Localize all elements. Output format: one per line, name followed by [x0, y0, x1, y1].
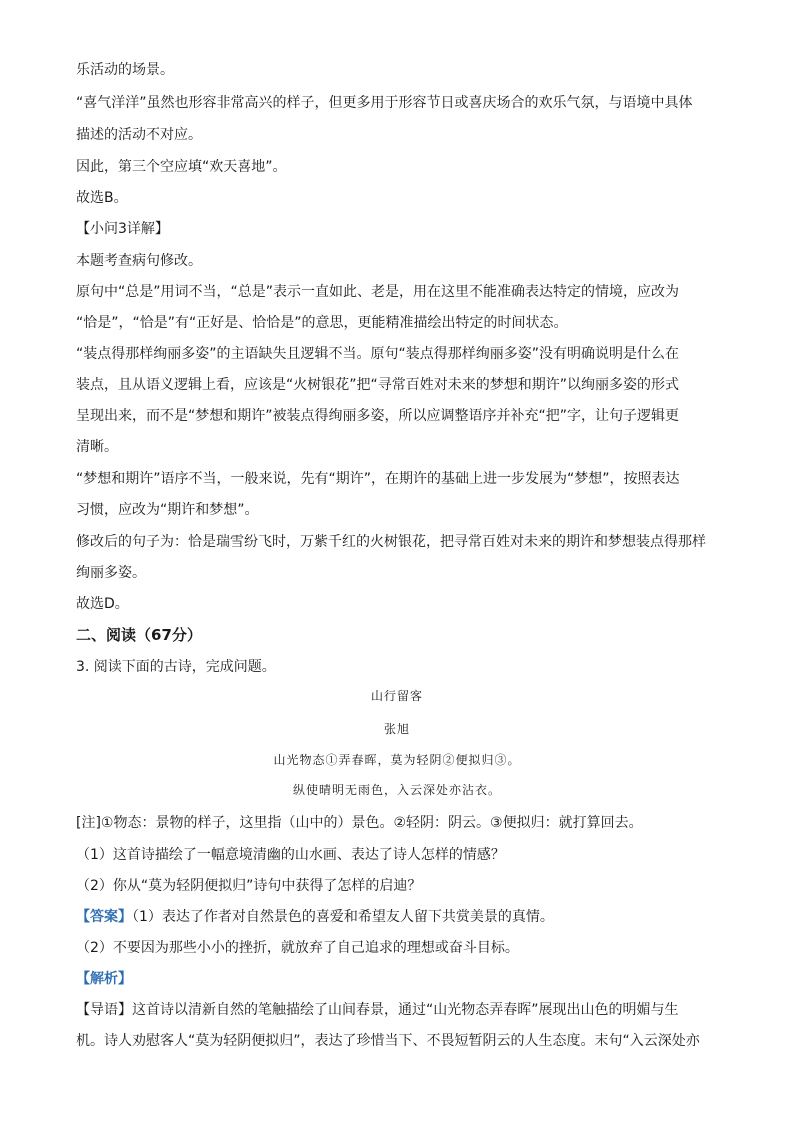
text-line: “喜气洋洋”虽然也形容非常高兴的样子，但更多用于形容节日或喜庆场合的欢乐气氛，与语境中具体: [76, 95, 693, 111]
text-line: 本题考查病句修改。: [76, 253, 202, 269]
answer-2: （2）不要因为那些小小的挫折，就放弃了自己追求的理想或奋斗目标。: [76, 940, 519, 956]
text-line: “恰是”，“恰是”有“正好是、恰恰是”的意思，更能精准描绘出特定的时间状态。: [76, 315, 568, 331]
text-line: “装点得那样绚丽多姿”的主语缺失且逻辑不当。原句“装点得那样绚丽多姿”没有明确说明是什么在: [76, 346, 680, 362]
text-line: 装点，且从语义逻辑上看，应该是“火树银花”把“寻常百姓对未来的梦想和期许”以绚丽多姿的形式: [76, 377, 680, 393]
guide-line-1: 【导语】这首诗以清新自然的笔触描绘了山间春景，通过“山光物态弄春晖”展现出山色的明媚与生: [76, 1002, 679, 1018]
text-line: 乐活动的场景。: [76, 62, 174, 78]
text-line: “梦想和期许”语序不当，一般来说，先有“期许”，在期许的基础上进一步发展为“梦想”，按照表达: [76, 471, 680, 487]
text-line: 因此，第三个空应填“欢天喜地”。: [76, 159, 287, 175]
text-line: 描述的活动不对应。: [76, 127, 202, 143]
poem-note: [注]①物态：景物的样子，这里指（山中的）景色。②轻阴：阴云。③便拟归：就打算回去。: [76, 815, 643, 831]
text-line: 习惯，应改为“期许和梦想”。: [76, 502, 259, 518]
question-intro: 3. 阅读下面的古诗，完成问题。: [76, 659, 276, 675]
answer-line-1: [76, 907, 724, 927]
text-line: 修改后的句子为：恰是瑞雪纷飞时，万紫千红的火树银花，把寻常百姓对未来的期许和梦想装点得那样: [76, 534, 706, 550]
text-line: 呈现出来，而不是“梦想和期许”被装点得绚丽多姿，所以应调整语序并补充“把”字，让句子逻辑更: [76, 408, 680, 424]
question-1: （1）这首诗描绘了一幅意境清幽的山水画、表达了诗人怎样的情感？: [76, 847, 505, 863]
text-line: 清晰。: [76, 439, 118, 455]
answer-tag: 【答案】: [76, 909, 132, 925]
poem-line-1: 山光物态①弄春晖，莫为轻阴②便拟归③。: [273, 753, 521, 767]
poem-line-2: 纵使晴明无雨色，入云深处亦沾衣。: [292, 783, 501, 797]
text-line: 绚丽多姿。: [76, 565, 146, 581]
question-2: （2）你从“莫为轻阴便拟归”诗句中获得了怎样的启迪？: [76, 878, 422, 894]
text-line: 故选D。: [76, 596, 129, 612]
poem-author: 张旭: [383, 722, 410, 736]
guide-line-2: 机。诗人劝慰客人“莫为轻阴便拟归”，表达了珍惜当下、不畏短暂阴云的人生态度。末句“入云深处亦: [76, 1033, 700, 1049]
subheading: 【小问3详解】: [76, 221, 169, 237]
section-title: 二、阅读（67分）: [76, 626, 202, 644]
text-line: 故选B。: [76, 190, 128, 206]
analysis-tag: 【解析】: [76, 971, 132, 987]
poem-title: 山行留客: [370, 689, 423, 703]
text-line: 原句中“总是”用词不当，“总是”表示一直如此、老是，用在这里不能准确表达特定的情境，应改为: [76, 284, 680, 300]
answer-1: （1）表达了作者对自然景色的喜爱和希望友人留下共赏美景的真情。: [132, 909, 554, 925]
